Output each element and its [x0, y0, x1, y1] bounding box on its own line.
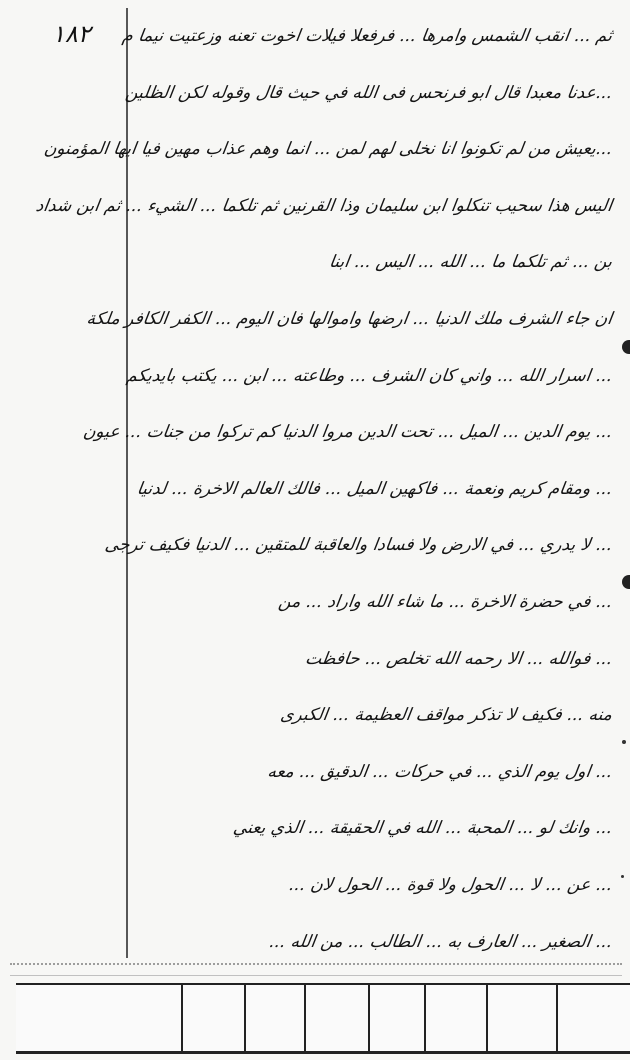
- text-line: ان جاء الشرف ملك الدنيا ... ارضها واموالها فان اليوم ... الكفر الكافر ملكة: [85, 308, 614, 329]
- ruler-tick: [556, 985, 558, 1051]
- text-line: ... يوم الدين ... الميل ... تحت الدين مروا الدنيا كم تركوا من جنات ... عيون: [81, 422, 614, 443]
- ruler-tick: [181, 985, 183, 1051]
- ink-speck: [621, 875, 624, 878]
- text-line: ... في حضرة الاخرة ... ما شاء الله واراد ... من: [277, 591, 614, 612]
- ruler-tick: [486, 985, 488, 1051]
- text-line: ... اسرار الله ... واني كان الشرف ... وطاعته ... ابن ... يكتب بايديكم: [125, 365, 614, 386]
- ruler-tick: [244, 985, 246, 1051]
- text-line: منه ... فكيف لا تذكر مواقف العظيمة ... الكبرى: [278, 705, 614, 726]
- binding-mark: [622, 575, 630, 589]
- page-number: ١٨٢: [52, 20, 91, 48]
- text-line: اليس هذا سحيب تنكلوا ابن سليمان وذا القرنين ثم تلكما ... الشيء ... ثم ابن شداد: [34, 195, 614, 216]
- dotted-rule: [10, 963, 622, 976]
- text-line: ... وانك لو ... المحبة ... الله في الحقيقة ... الذي يعني: [231, 818, 614, 839]
- ruler-tick: [304, 985, 306, 1051]
- text-line: ...يعيش من لم تكونوا انا نخلى لهم لمن ... انما وهم عذاب مهين فيا ايها المؤمنون: [42, 139, 614, 160]
- text-line: ... اول يوم الذي ... في حركات ... الدقيق ... معه: [266, 761, 614, 782]
- text-line: ...عدنا معبدا قال ابو فرنحس فى الله في حيث قال وقوله لكن الظلين: [124, 82, 614, 103]
- ruler-tick: [424, 985, 426, 1051]
- ink-speck: [622, 740, 626, 744]
- text-line: ثم ... انقب الشمس وامرها ... فرفعلا فيلات اخوت تعنه وزعتيت نيما م: [120, 26, 614, 46]
- text-line: بن ... ثم تلكما ما ... الله ... اليس ... ابنا: [327, 252, 614, 273]
- scan-ruler: [16, 983, 630, 1054]
- text-line: ... فوالله ... الا رحمه الله تخلص ... حافظت: [303, 648, 614, 669]
- text-line: ... الصغير ... العارف به ... الطالب ... من الله ...: [267, 931, 614, 952]
- text-line: ... ومقام كريم ونعمة ... فاكهين الميل ... فالك العالم الاخرة ... لدنيا: [135, 478, 614, 499]
- text-line: ... عن ... لا ... الحول ولا قوة ... الحول لان ...: [287, 874, 614, 895]
- text-line: ... لا يدري ... في الارض ولا فسادا والعاقبة للمتقين ... الدنيا فكيف ترجى: [103, 535, 614, 556]
- ruler-tick: [368, 985, 370, 1051]
- binding-mark: [622, 340, 630, 354]
